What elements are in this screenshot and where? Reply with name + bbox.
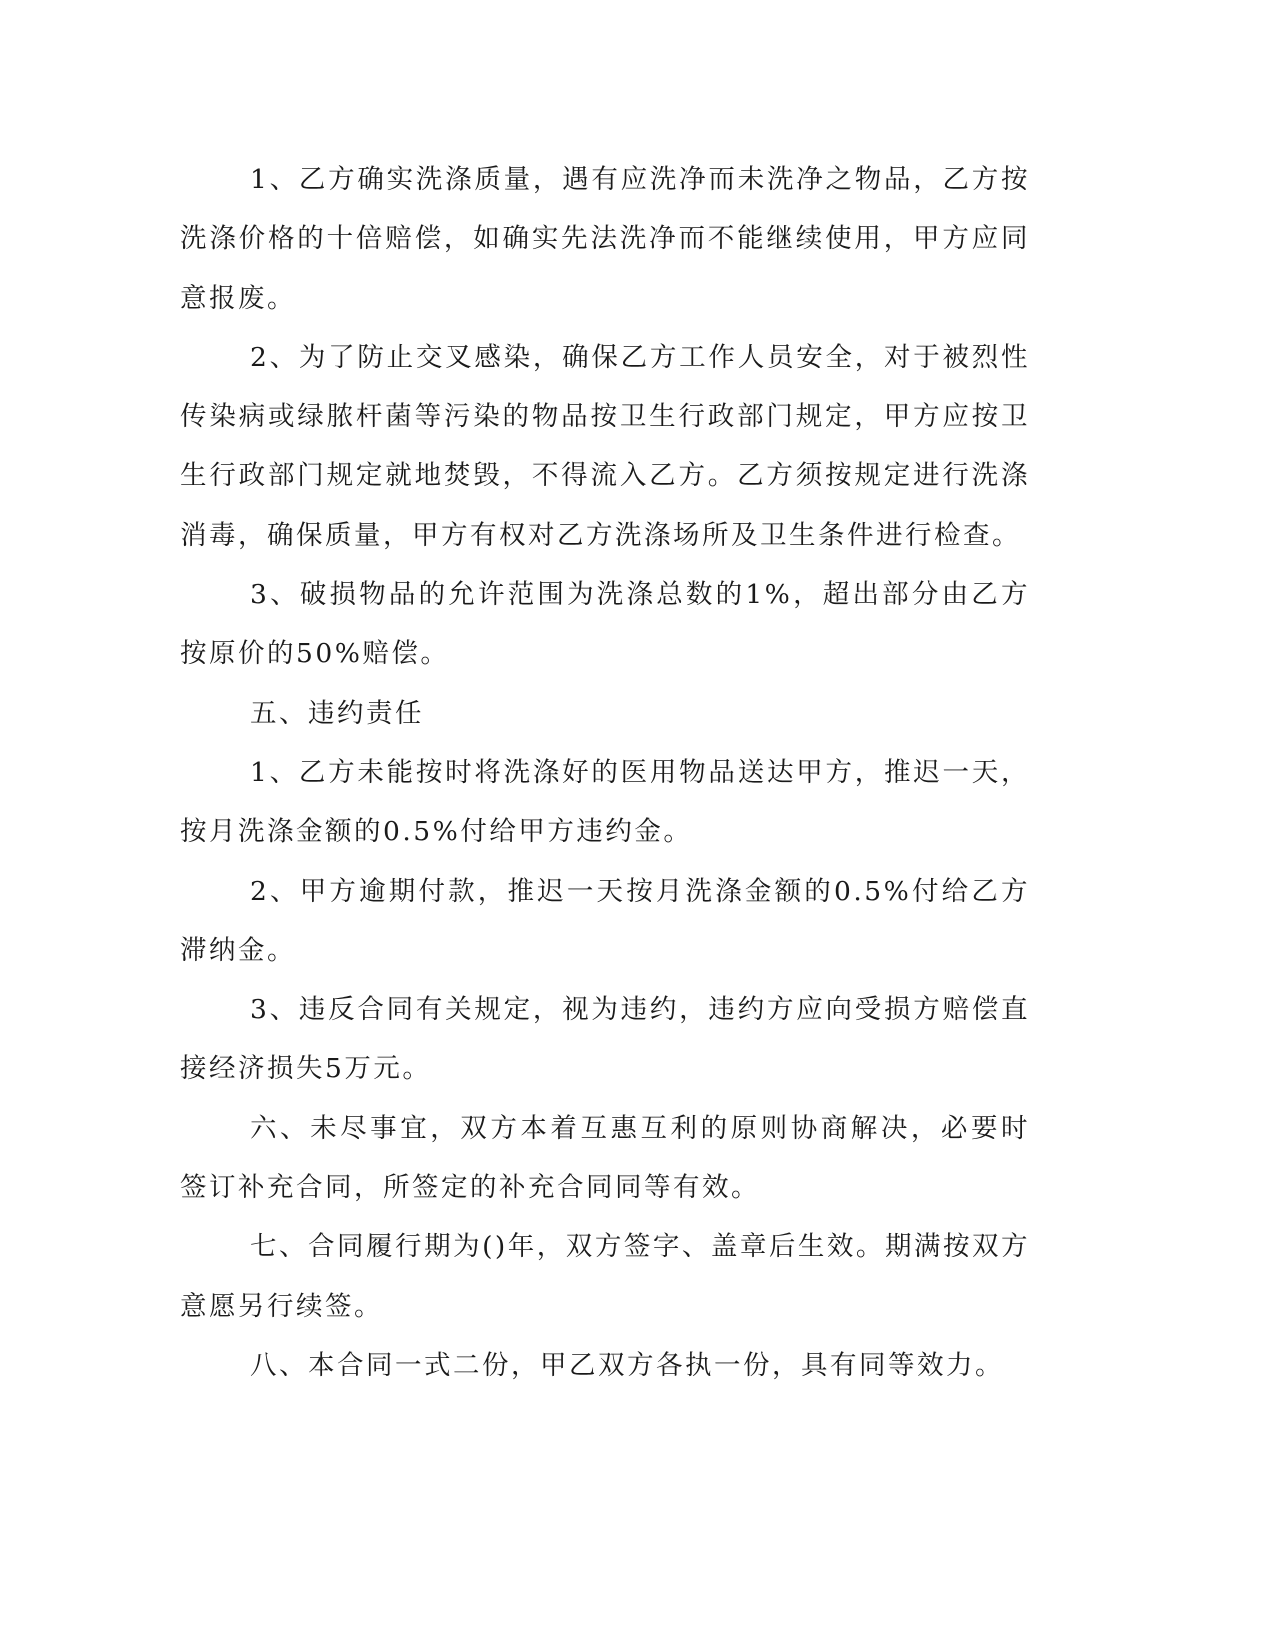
clause-cross-infection: 2、为了防止交叉感染，确保乙方工作人员安全，对于被烈性传染病或绿脓杆菌等污染的物品按卫生行政部门规定，甲方应按卫生行政部门规定就地焚毁，不得流入乙方。乙方须按规定进行洗涤消毒，确保质量，甲方有权对乙方洗涤场所及卫生条件进行检查。 [180, 341, 1030, 551]
clause-unresolved-matters: 六、未尽事宜，双方本着互惠互利的原则协商解决，必要时签订补充合同，所签定的补充合同同等有效。 [180, 1112, 1030, 1204]
clause-contract-term: 七、合同履行期为()年，双方签字、盖章后生效。期满按双方意愿另行续签。 [180, 1231, 1030, 1322]
section-heading-breach-liability: 五、违约责任 [250, 697, 424, 729]
clause-copies: 八、本合同一式二份，甲乙双方各执一份，具有同等效力。 [250, 1349, 1004, 1381]
clause-late-delivery: 1、乙方未能按时将洗涤好的医用物品送达甲方，推迟一天，按月洗涤金额的0.5%付给甲方违约金。 [180, 756, 1030, 848]
clause-breach-compensation: 3、违反合同有关规定，视为违约，违约方应向受损方赔偿直接经济损失5万元。 [180, 994, 1030, 1085]
document-page [180, 150, 1030, 1395]
clause-damage-allowance: 3、破损物品的允许范围为洗涤总数的1%，超出部分由乙方按原价的50%赔偿。 [180, 579, 1030, 670]
clause-late-payment: 2、甲方逾期付款，推迟一天按月洗涤金额的0.5%付给乙方滞纳金。 [180, 875, 1030, 966]
clause-washing-quality: 1、乙方确实洗涤质量，遇有应洗净而未洗净之物品，乙方按洗涤价格的十倍赔偿，如确实先法洗净而不能继续使用，甲方应同意报废。 [180, 164, 1030, 314]
